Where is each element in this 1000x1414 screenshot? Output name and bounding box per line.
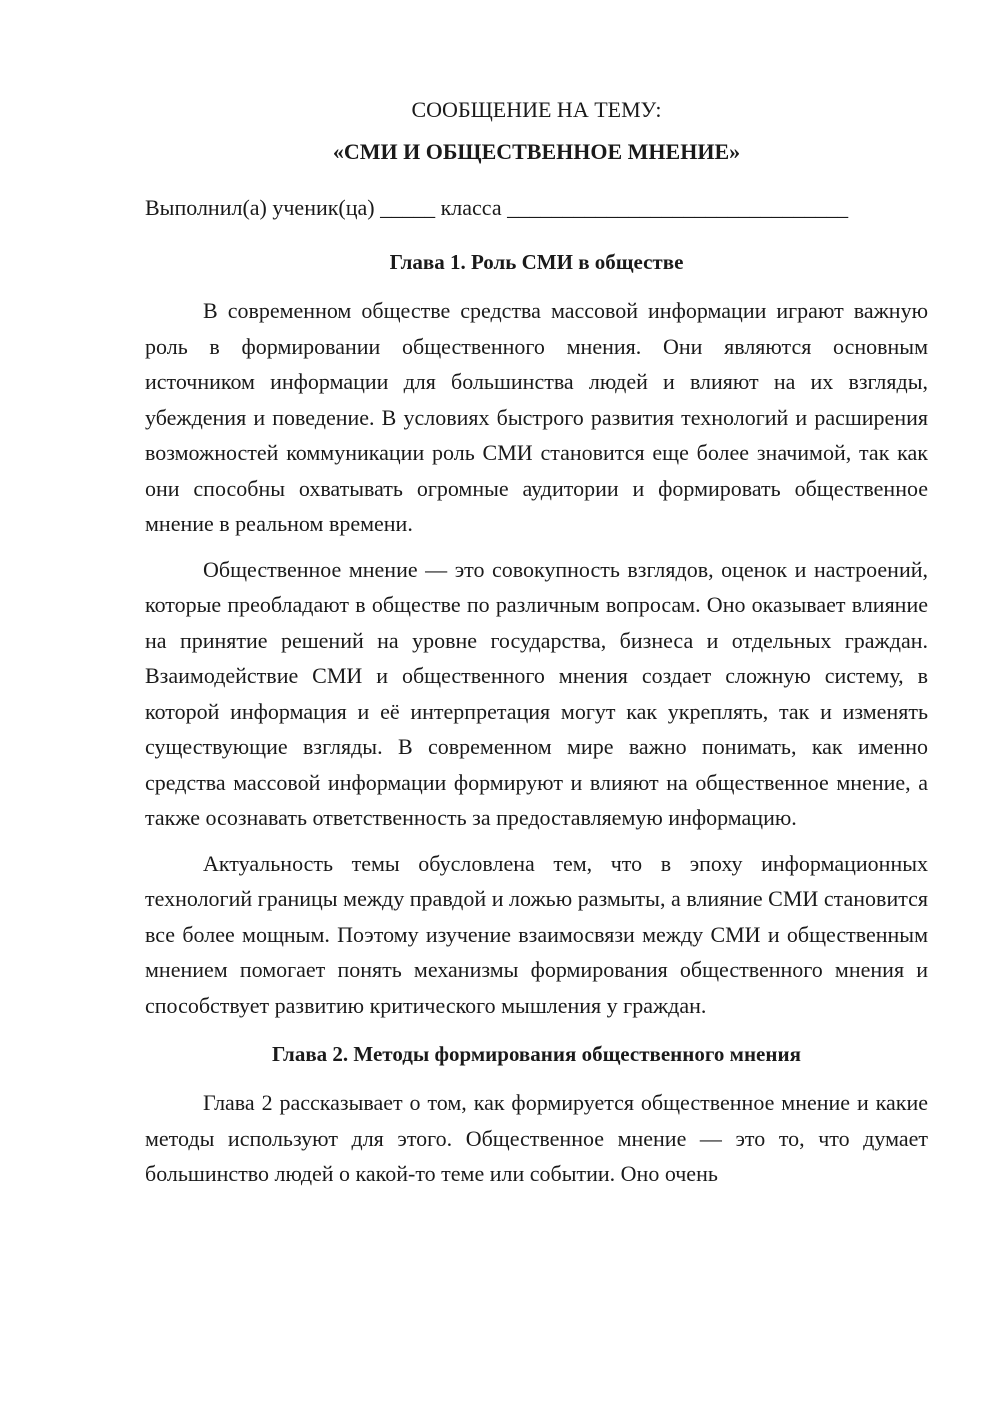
chapter-1-paragraph-1: В современном обществе средства массовой информации играют важную роль в формировании общественного мнения. Они являются основным источником информации для большинства людей и влияют на их взгляды, убеждения и поведение. В условиях быстрого развития технологий и расширения возможностей коммуникации роль СМИ становится еще более значимой, так как они способны охватывать огромные аудитории и формировать общественное мнение в реальном времени. — [145, 298, 928, 536]
document-title-line1: СООБЩЕНИЕ НА ТЕМУ: — [411, 97, 662, 122]
chapter-2-heading: Глава 2. Методы формирования общественного мнения — [272, 1042, 801, 1066]
chapter-1-paragraph-2: Общественное мнение — это совокупность взглядов, оценок и настроений, которые преобладают в обществе по различным вопросам. Оно оказывает влияние на принятие решений на уровне государства, бизнеса и отдельных граждан. Взаимодействие СМИ и общественного мнения создает сложную систему, в которой информация и её интерпретация могут как укреплять, так и изменять существующие взгляды. В современном мире важно понимать, как именно средства массовой информации формируют и влияют на общественное мнение, а также осознавать ответственность за предоставляемую информацию. — [145, 556, 928, 830]
chapter-1-paragraph-3: Актуальность темы обусловлена тем, что в эпоху информационных технологий границы между правдой и ложью размыты, а влияние СМИ становится все более мощным. Поэтому изучение взаимосвязи между СМИ и общественным мнением помогает понять механизмы формирования общественного мнения и способствует развитию критического мышления у граждан. — [145, 850, 928, 1018]
chapter-1-heading: Глава 1. Роль СМИ в обществе — [389, 250, 684, 274]
chapter-2-paragraph-1: Глава 2 рассказывает о том, как формируется общественное мнение и какие методы используют для этого. Общественное мнение — это то, что думает большинство людей о какой-то теме или событии. Оно очень — [145, 1090, 928, 1186]
document-page — [145, 92, 928, 1192]
document-title-topic: «СМИ И ОБЩЕСТВЕННОЕ МНЕНИЕ» — [332, 139, 741, 164]
author-class-line: Выполнил(а) ученик(ца) _____ класса _______________________________ — [145, 195, 849, 220]
